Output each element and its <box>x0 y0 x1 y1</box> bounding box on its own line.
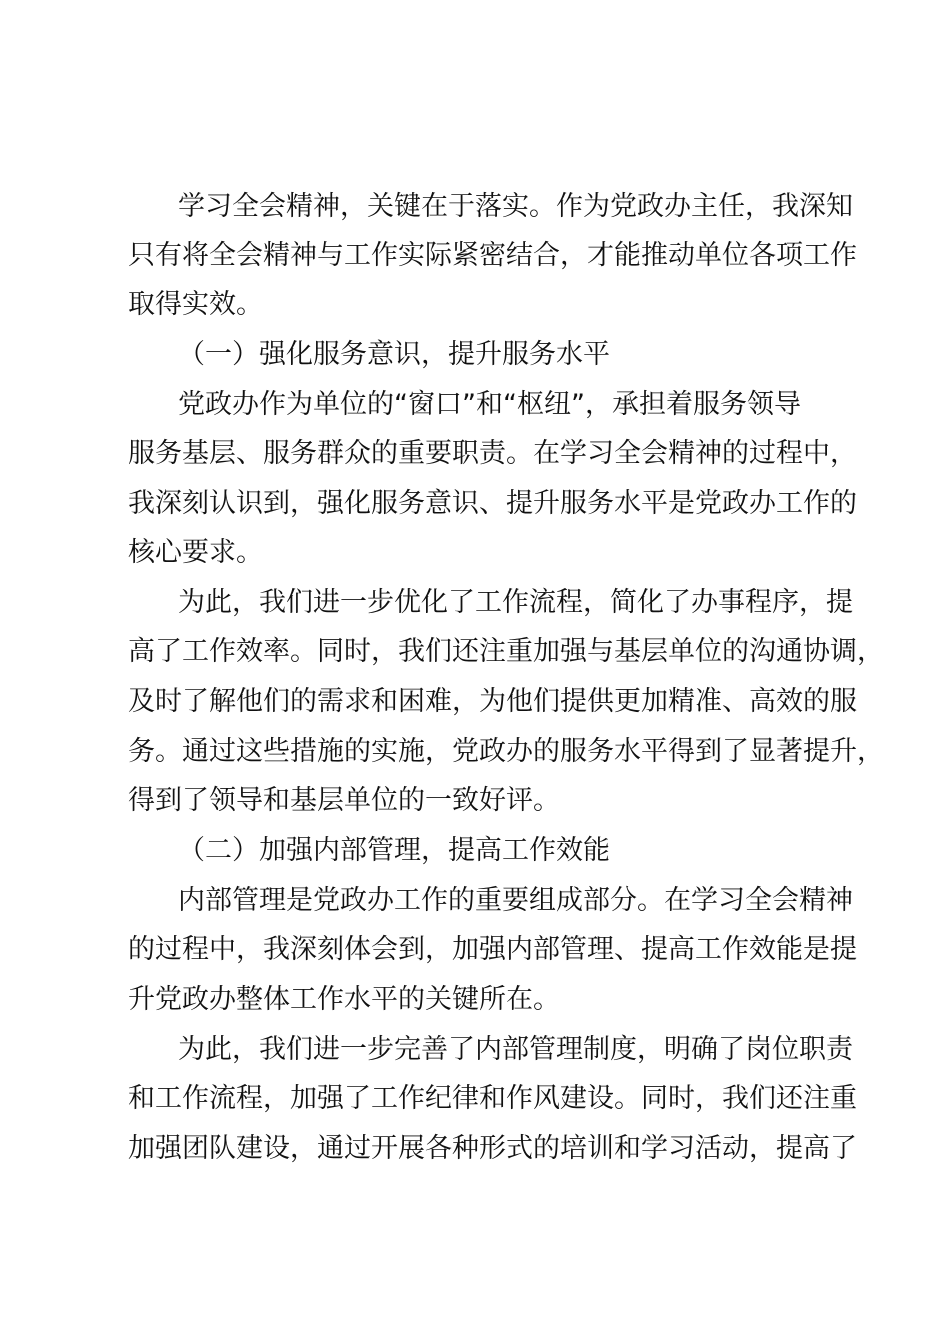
paragraph-5-line-3: 加强团队建设，通过开展各种形式的培训和学习活动，提高了 <box>128 1133 857 1164</box>
section-heading-2: （二）加强内部管理，提高工作效能 <box>178 835 610 866</box>
paragraph-2-line-1: 党政办作为单位的“窗口”和“枢纽”，承担着服务领导 <box>178 389 801 420</box>
section-heading-1: （一）强化服务意识，提升服务水平 <box>178 339 610 370</box>
paragraph-2-line-3: 我深刻认识到，强化服务意识、提升服务水平是党政办工作的 <box>128 488 857 519</box>
paragraph-4-line-3: 升党政办整体工作水平的关键所在。 <box>128 984 560 1015</box>
paragraph-3-line-1: 为此，我们进一步优化了工作流程，简化了办事程序，提 <box>178 587 853 618</box>
paragraph-3-line-4: 务。通过这些措施的实施，党政办的服务水平得到了显著提升， <box>128 736 884 767</box>
paragraph-5-line-2: 和工作流程，加强了工作纪律和作风建设。同时，我们还注重 <box>128 1083 857 1114</box>
paragraph-1-line-3: 取得实效。 <box>128 289 263 320</box>
paragraph-1-line-2: 只有将全会精神与工作实际紧密结合，才能推动单位各项工作 <box>128 240 857 271</box>
paragraph-3-line-3: 及时了解他们的需求和困难，为他们提供更加精准、高效的服 <box>128 686 857 717</box>
paragraph-4-line-1: 内部管理是党政办工作的重要组成部分。在学习全会精神 <box>178 885 853 916</box>
paragraph-1-line-1: 学习全会精神，关键在于落实。作为党政办主任，我深知 <box>178 191 853 222</box>
paragraph-2-line-2: 服务基层、服务群众的重要职责。在学习全会精神的过程中， <box>128 438 857 469</box>
paragraph-2-line-4: 核心要求。 <box>128 537 263 568</box>
paragraph-3-line-2: 高了工作效率。同时，我们还注重加强与基层单位的沟通协调， <box>128 636 884 667</box>
paragraph-3-line-5: 得到了领导和基层单位的一致好评。 <box>128 785 560 816</box>
paragraph-5-line-1: 为此，我们进一步完善了内部管理制度，明确了岗位职责 <box>178 1034 853 1065</box>
paragraph-4-line-2: 的过程中，我深刻体会到，加强内部管理、提高工作效能是提 <box>128 934 857 965</box>
